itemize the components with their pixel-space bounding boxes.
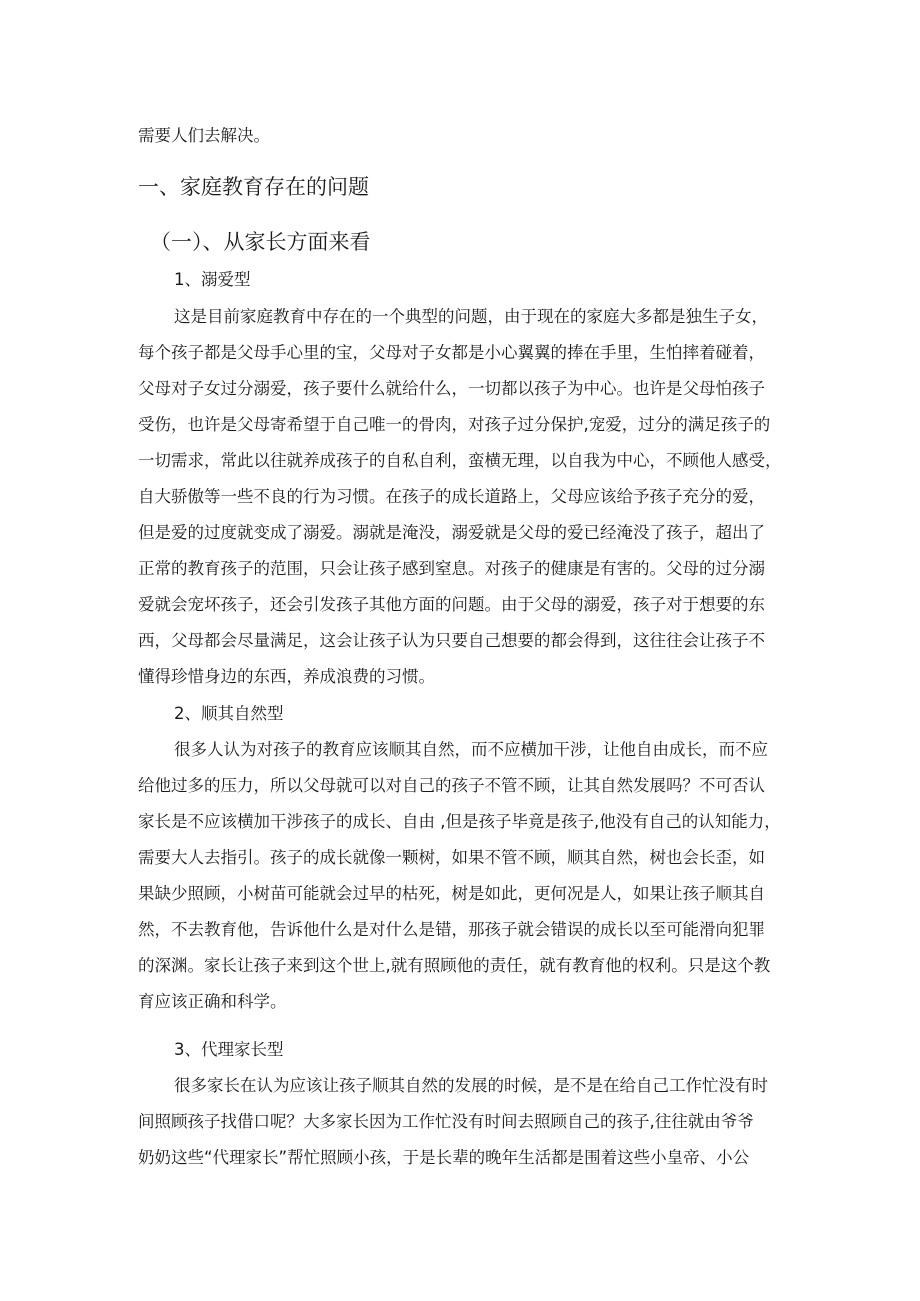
paragraph-line: 自大骄傲等一些不良的行为习惯。在孩子的成长道路上，父母应该给予孩子充分的爱，: [138, 487, 765, 506]
section-title-1: 1、溺爱型: [174, 270, 251, 289]
paragraph-line: 果缺少照顾，小树苗可能就会过早的枯死，树是如此，更何况是人，如果让孩子顺其自: [138, 884, 765, 903]
paragraph-line: 受伤，也许是父母寄希望于自己唯一的骨肉，对孩子过分保护,宠爱，过分的满足孩子的: [138, 415, 771, 434]
paragraph-line: 爱就会宠坏孩子，还会引发孩子其他方面的问题。由于父母的溺爱，孩子对于想要的东: [138, 595, 765, 614]
paragraph-line: 一切需求，常此以往就养成孩子的自私自利，蛮横无理，以自我为中心，不顾他人感受，: [138, 451, 782, 470]
heading-level-1: 一、家庭教育存在的问题: [138, 175, 369, 199]
paragraph-line: 育应该正确和科学。: [138, 992, 287, 1011]
paragraph-line: 的深渊。家长让孩子来到这个世上,就有照顾他的责任，就有教育他的权利。只是这个教: [138, 956, 771, 975]
paragraph-line: 间照顾孩子找借口呢？大多家长因为工作忙没有时间去照顾自己的孩子,往往就由爷爷: [138, 1112, 754, 1131]
heading-level-2: （一）、从家长方面来看: [150, 230, 371, 254]
paragraph-line: 正常的教育孩子的范围，只会让孩子感到窒息。对孩子的健康是有害的。父母的过分溺: [138, 559, 765, 578]
paragraph-line: 但是爱的过度就变成了溺爱。溺就是淹没，溺爱就是父母的爱已经淹没了孩子，超出了: [138, 523, 765, 542]
paragraph-line: 这是目前家庭教育中存在的一个典型的问题，由于现在的家庭大多都是独生子女，: [174, 307, 768, 326]
paragraph-line: 父母对子女过分溺爱，孩子要什么就给什么，一切都以孩子为中心。也许是父母怕孩子: [138, 379, 765, 398]
paragraph-line: 然，不去教育他，告诉他什么是对什么是错，那孩子就会错误的成长以至可能滑向犯罪: [138, 920, 765, 939]
intro-line: 需要人们去解决。: [138, 126, 270, 145]
paragraph-line: 西，父母都会尽量满足，这会让孩子认为只要自己想要的都会得到，这往往会让孩子不: [138, 631, 765, 650]
section-title-3: 3、代理家长型: [174, 1040, 284, 1059]
paragraph-line: 每个孩子都是父母手心里的宝，父母对子女都是小心翼翼的捧在手里，生怕摔着碰着，: [138, 343, 765, 362]
paragraph-line: 很多家长在认为应该让孩子顺其自然的发展的时候，是不是在给自己工作忙没有时: [174, 1076, 768, 1095]
paragraph-line: 家长是不应该横加干涉孩子的成长、自由 ,但是孩子毕竟是孩子,他没有自己的认知能力，: [138, 812, 781, 831]
paragraph-line: 懂得珍惜身边的东西，养成浪费的习惯。: [138, 667, 435, 686]
section-title-2: 2、顺其自然型: [174, 704, 284, 723]
paragraph-line: 奶奶这些“代理家长”帮忙照顾小孩，于是长辈的晚年生活都是围着这些小皇帝、小公: [138, 1148, 750, 1167]
paragraph-line: 给他过多的压力，所以父母就可以对自己的孩子不管不顾，让其自然发展吗？不可否认: [138, 776, 765, 795]
paragraph-line: 很多人认为对孩子的教育应该顺其自然，而不应横加干涉，让他自由成长，而不应: [174, 740, 768, 759]
paragraph-line: 需要大人去指引。孩子的成长就像一颗树，如果不管不顾，顺其自然，树也会长歪，如: [138, 848, 765, 867]
